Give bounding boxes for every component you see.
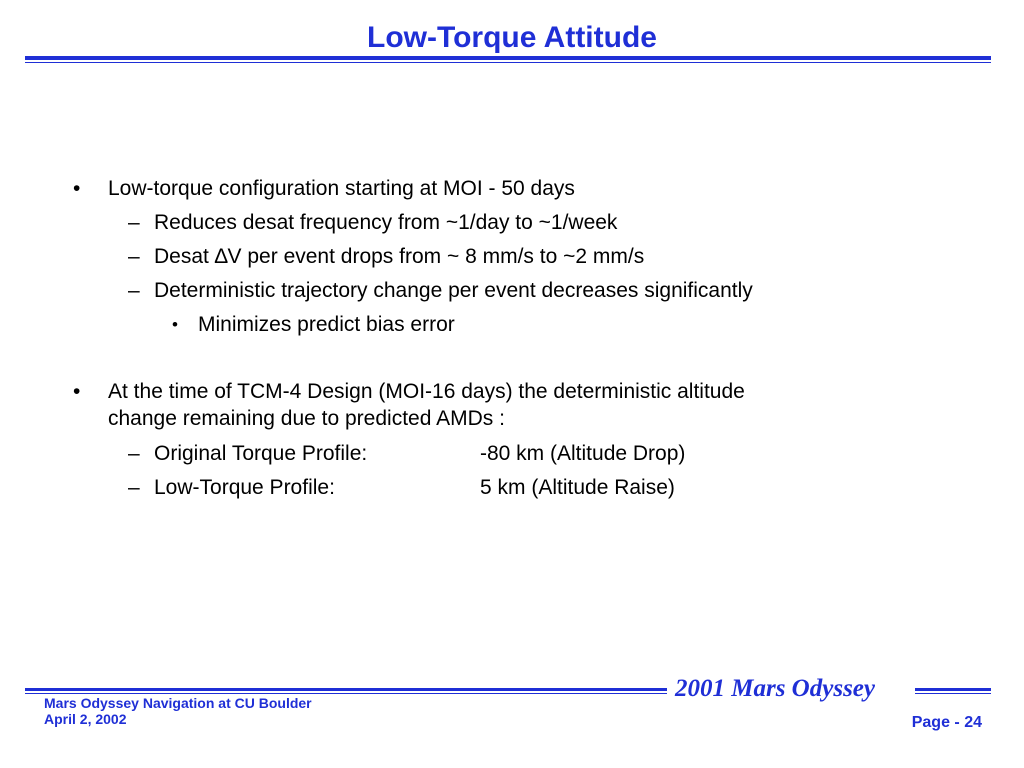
bullet-marker: • <box>73 177 81 200</box>
profile-label: Low-Torque Profile: <box>154 476 335 499</box>
sub-sub-bullet-text: Minimizes predict bias error <box>198 313 455 336</box>
bullet-text: Low-torque configuration starting at MOI - 50 days <box>108 177 575 200</box>
dash-marker: – <box>128 442 140 465</box>
bullet-text-line-2: change remaining due to predicted AMDs : <box>108 407 505 430</box>
footer-rule-right-thin <box>915 693 991 694</box>
bullet-marker: • <box>73 380 81 403</box>
profile-value: 5 km (Altitude Raise) <box>480 476 675 499</box>
footer-date: April 2, 2002 <box>44 711 127 727</box>
footer-organization: Mars Odyssey Navigation at CU Boulder <box>44 695 312 711</box>
dash-marker: – <box>128 211 140 234</box>
footer-rule-left <box>25 688 667 691</box>
footer-rule-right <box>915 688 991 691</box>
profile-label: Original Torque Profile: <box>154 442 368 465</box>
mission-logo-text: 2001 Mars Odyssey <box>675 675 875 702</box>
profile-value: -80 km (Altitude Drop) <box>480 442 686 465</box>
page-number: Page - 24 <box>911 714 982 731</box>
sub-bullet-text: Desat ∆V per event drops from ~ 8 mm/s to ~2 mm/s <box>154 245 645 268</box>
sub-sub-bullet-marker: • <box>172 315 178 334</box>
dash-marker: – <box>128 476 140 499</box>
slide-title: Low-Torque Attitude <box>367 21 657 54</box>
bullet-text-line-1: At the time of TCM-4 Design (MOI-16 days) the deterministic altitude <box>108 380 745 403</box>
dash-marker: – <box>128 279 140 302</box>
sub-bullet-text: Reduces desat frequency from ~1/day to ~1/week <box>154 211 618 234</box>
sub-bullet-text: Deterministic trajectory change per event decreases significantly <box>154 279 753 302</box>
dash-marker: – <box>128 245 140 268</box>
footer-rule-left-thin <box>25 693 667 694</box>
